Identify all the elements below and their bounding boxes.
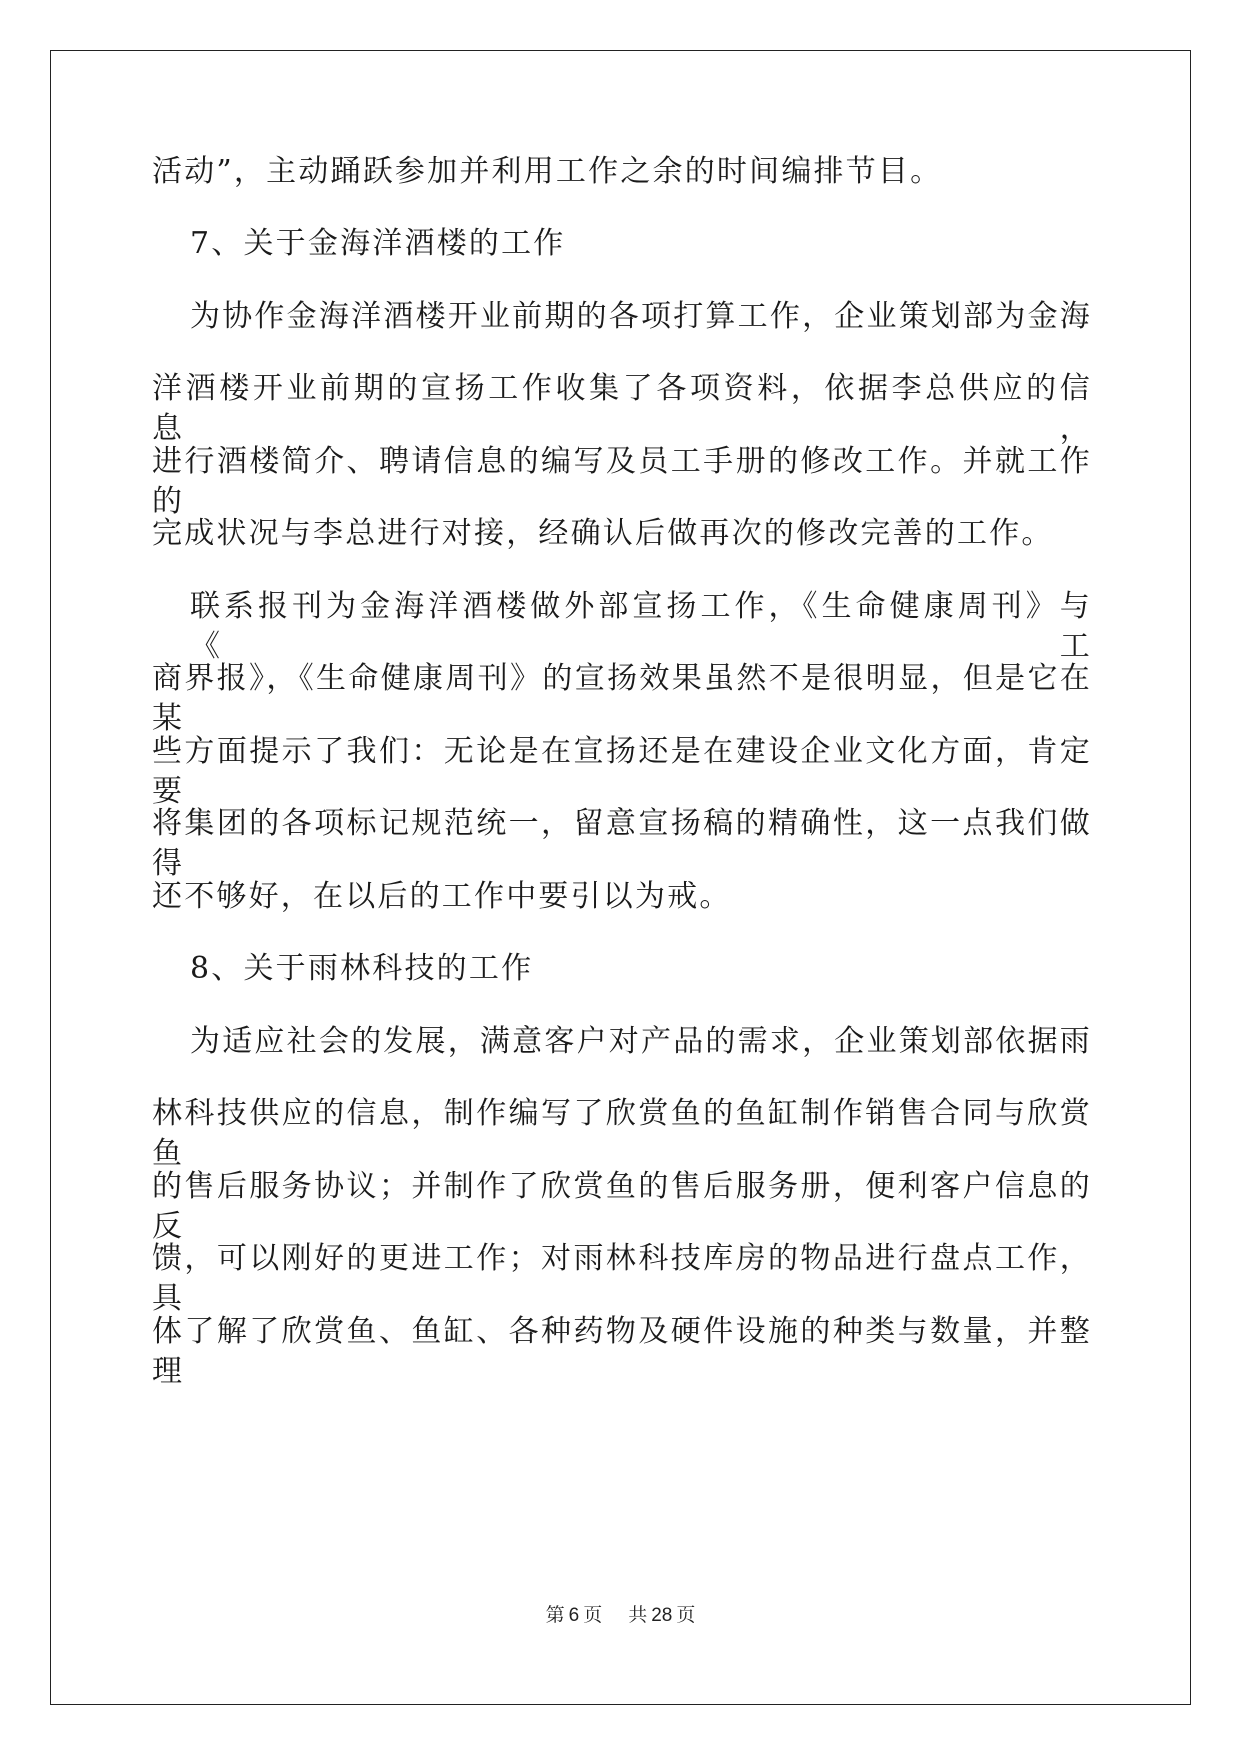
body-line: 体了解了欣赏鱼、鱼缸、各种药物及硬件设施的种类与数量，并整理: [152, 1314, 1092, 1389]
page-number: 6: [568, 1605, 580, 1626]
body-line: 商界报》，《生命健康周刊》的宣扬效果虽然不是很明显，但是它在某: [152, 661, 1092, 736]
body-line: 为协作金海洋酒楼开业前期的各项打算工作，企业策划部为金海: [190, 299, 1092, 334]
section-heading: 7、关于金海洋酒楼的工作: [190, 226, 566, 261]
body-line: 馈，可以刚好的更进工作；对雨林科技库房的物品进行盘点工作，具: [152, 1241, 1092, 1316]
page-footer: [0, 1603, 1241, 1628]
body-line: 为适应社会的发展，满意客户对产品的需求，企业策划部依据雨: [190, 1024, 1092, 1059]
body-line: 还不够好，在以后的工作中要引以为戒。: [152, 879, 732, 914]
body-line: 些方面提示了我们：无论是在宣扬还是在建设企业文化方面，肯定要: [152, 734, 1092, 809]
section-heading: 8、关于雨林科技的工作: [190, 951, 534, 986]
body-line: 洋酒楼开业前期的宣扬工作收集了各项资料，依据李总供应的信息，: [152, 371, 1092, 446]
body-line: 的售后服务协议；并制作了欣赏鱼的售后服务册，便利客户信息的反: [152, 1169, 1092, 1244]
body-line: 联系报刊为金海洋酒楼做外部宣扬工作，《生命健康周刊》与《工: [190, 589, 1092, 664]
body-line: 完成状况与李总进行对接，经确认后做再次的修改完善的工作。: [152, 516, 1054, 551]
body-line: 进行酒楼简介、聘请信息的编写及员工手册的修改工作。并就工作的: [152, 444, 1092, 519]
total-prefix: 共: [628, 1604, 648, 1626]
page-prefix: 第: [545, 1604, 565, 1626]
total-suffix: 页: [676, 1604, 696, 1626]
total-pages: 28: [651, 1605, 673, 1626]
page-suffix: 页: [583, 1604, 603, 1626]
body-line: 活动”，主动踊跃参加并利用工作之余的时间编排节目。: [152, 154, 943, 189]
body-line: 林科技供应的信息，制作编写了欣赏鱼的鱼缸制作销售合同与欣赏鱼: [152, 1096, 1092, 1171]
body-line: 将集团的各项标记规范统一，留意宣扬稿的精确性，这一点我们做得: [152, 806, 1092, 881]
